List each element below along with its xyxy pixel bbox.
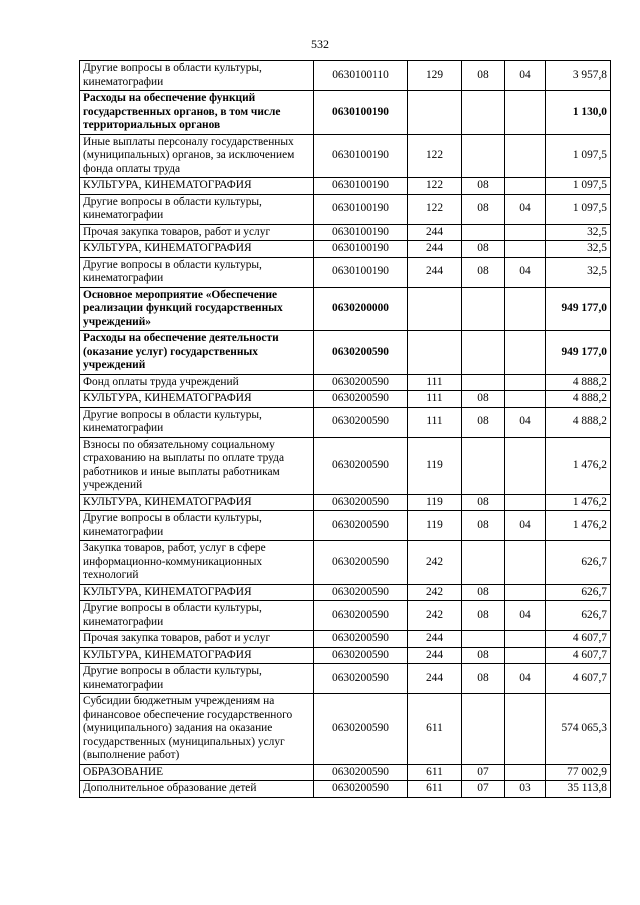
row-amount: 3 957,8 <box>546 61 611 91</box>
row-code: 0630200590 <box>314 407 408 437</box>
row-expense-type: 119 <box>408 511 462 541</box>
row-subsection: 04 <box>505 257 546 287</box>
row-subsection <box>505 134 546 178</box>
row-code: 0630100190 <box>314 257 408 287</box>
row-expense-type: 111 <box>408 407 462 437</box>
row-name: Другие вопросы в области культуры, кинематографии <box>80 601 314 631</box>
row-amount: 574 065,3 <box>546 694 611 765</box>
row-expense-type: 119 <box>408 437 462 494</box>
table-row <box>80 257 611 287</box>
table-row <box>80 584 611 601</box>
table-row <box>80 407 611 437</box>
row-amount: 949 177,0 <box>546 331 611 375</box>
row-name: Закупка товаров, работ, услуг в сфере информационно-коммуникационных технологий <box>80 541 314 585</box>
row-section: 08 <box>462 584 505 601</box>
table-row <box>80 601 611 631</box>
row-section <box>462 134 505 178</box>
row-section <box>462 631 505 648</box>
table-row <box>80 764 611 781</box>
row-amount: 4 888,2 <box>546 374 611 391</box>
row-expense-type <box>408 331 462 375</box>
row-subsection <box>505 224 546 241</box>
row-amount: 626,7 <box>546 584 611 601</box>
table-row <box>80 494 611 511</box>
table-row <box>80 437 611 494</box>
row-name: Дополнительное образование детей <box>80 781 314 798</box>
row-amount: 626,7 <box>546 601 611 631</box>
row-expense-type: 242 <box>408 541 462 585</box>
row-expense-type <box>408 91 462 135</box>
row-name: КУЛЬТУРА, КИНЕМАТОГРАФИЯ <box>80 647 314 664</box>
page-number: 532 <box>311 37 329 51</box>
row-expense-type: 611 <box>408 694 462 765</box>
row-name: КУЛЬТУРА, КИНЕМАТОГРАФИЯ <box>80 584 314 601</box>
row-subsection: 04 <box>505 601 546 631</box>
row-expense-type: 242 <box>408 584 462 601</box>
table-row <box>80 374 611 391</box>
row-section <box>462 541 505 585</box>
row-amount: 4 607,7 <box>546 631 611 648</box>
row-code: 0630200590 <box>314 494 408 511</box>
row-section: 08 <box>462 511 505 541</box>
row-code: 0630200590 <box>314 664 408 694</box>
row-subsection: 04 <box>505 194 546 224</box>
row-section: 08 <box>462 407 505 437</box>
row-subsection <box>505 331 546 375</box>
table-row <box>80 61 611 91</box>
row-name: Другие вопросы в области культуры, кинематографии <box>80 511 314 541</box>
row-name: Другие вопросы в области культуры, кинематографии <box>80 194 314 224</box>
table-row <box>80 647 611 664</box>
row-subsection: 04 <box>505 61 546 91</box>
row-subsection: 04 <box>505 407 546 437</box>
row-subsection: 03 <box>505 781 546 798</box>
row-code: 0630100190 <box>314 194 408 224</box>
row-code: 0630200590 <box>314 631 408 648</box>
row-subsection <box>505 374 546 391</box>
row-expense-type: 119 <box>408 494 462 511</box>
row-section <box>462 224 505 241</box>
row-subsection <box>505 437 546 494</box>
row-code: 0630100190 <box>314 241 408 258</box>
row-section: 08 <box>462 194 505 224</box>
row-subsection <box>505 541 546 585</box>
row-name: Другие вопросы в области культуры, кинематографии <box>80 257 314 287</box>
row-code: 0630200590 <box>314 331 408 375</box>
row-name: Взносы по обязательному социальному страхованию на выплаты по оплате труда работников и иные выплаты работникам учреждений <box>80 437 314 494</box>
row-code: 0630200590 <box>314 584 408 601</box>
row-code: 0630200590 <box>314 511 408 541</box>
table-row <box>80 224 611 241</box>
table-row <box>80 91 611 135</box>
row-subsection <box>505 287 546 331</box>
row-amount: 1 097,5 <box>546 194 611 224</box>
row-expense-type: 242 <box>408 601 462 631</box>
row-code: 0630200590 <box>314 541 408 585</box>
row-amount: 4 888,2 <box>546 391 611 408</box>
row-name: Субсидии бюджетным учреждениям на финансовое обеспечение государственного (муниципального) задания на оказание государственных (муниципальных) услуг (выполнение работ) <box>80 694 314 765</box>
row-expense-type: 111 <box>408 374 462 391</box>
row-expense-type: 611 <box>408 781 462 798</box>
row-code: 0630100190 <box>314 178 408 195</box>
row-amount: 35 113,8 <box>546 781 611 798</box>
row-code: 0630100190 <box>314 134 408 178</box>
row-amount: 32,5 <box>546 224 611 241</box>
row-expense-type: 611 <box>408 764 462 781</box>
row-amount: 626,7 <box>546 541 611 585</box>
row-amount: 32,5 <box>546 241 611 258</box>
row-section <box>462 91 505 135</box>
row-expense-type: 122 <box>408 134 462 178</box>
row-name: ОБРАЗОВАНИЕ <box>80 764 314 781</box>
row-section <box>462 374 505 391</box>
table-row <box>80 331 611 375</box>
row-amount: 1 097,5 <box>546 178 611 195</box>
row-amount: 32,5 <box>546 257 611 287</box>
row-section: 08 <box>462 647 505 664</box>
row-subsection <box>505 764 546 781</box>
row-name: Иные выплаты персоналу государственных (муниципальных) органов, за исключением фонда оплаты труда <box>80 134 314 178</box>
row-expense-type: 122 <box>408 194 462 224</box>
row-name: Расходы на обеспечение деятельности (оказание услуг) государственных учреждений <box>80 331 314 375</box>
row-expense-type: 244 <box>408 664 462 694</box>
table-row <box>80 287 611 331</box>
row-section: 08 <box>462 257 505 287</box>
row-name: КУЛЬТУРА, КИНЕМАТОГРАФИЯ <box>80 391 314 408</box>
row-subsection <box>505 694 546 765</box>
row-expense-type: 244 <box>408 257 462 287</box>
row-section: 08 <box>462 178 505 195</box>
row-name: Фонд оплаты труда учреждений <box>80 374 314 391</box>
table-row <box>80 241 611 258</box>
row-name: Прочая закупка товаров, работ и услуг <box>80 224 314 241</box>
row-section: 08 <box>462 494 505 511</box>
row-code: 0630200590 <box>314 764 408 781</box>
row-name: КУЛЬТУРА, КИНЕМАТОГРАФИЯ <box>80 494 314 511</box>
row-expense-type: 244 <box>408 647 462 664</box>
table-row <box>80 664 611 694</box>
table-row <box>80 631 611 648</box>
row-subsection <box>505 241 546 258</box>
table-row <box>80 391 611 408</box>
row-code: 0630200590 <box>314 391 408 408</box>
row-name: КУЛЬТУРА, КИНЕМАТОГРАФИЯ <box>80 241 314 258</box>
table-row <box>80 541 611 585</box>
row-subsection <box>505 631 546 648</box>
row-section: 08 <box>462 61 505 91</box>
row-name: Другие вопросы в области культуры, кинематографии <box>80 61 314 91</box>
table-row <box>80 178 611 195</box>
table-row <box>80 511 611 541</box>
row-code: 0630200590 <box>314 437 408 494</box>
row-subsection <box>505 391 546 408</box>
row-name: Основное мероприятие «Обеспечение реализации функций государственных учреждений» <box>80 287 314 331</box>
row-expense-type: 244 <box>408 631 462 648</box>
row-amount: 1 476,2 <box>546 511 611 541</box>
row-code: 0630200590 <box>314 374 408 391</box>
row-subsection: 04 <box>505 511 546 541</box>
row-subsection <box>505 647 546 664</box>
row-section <box>462 287 505 331</box>
row-amount: 77 002,9 <box>546 764 611 781</box>
row-code: 0630100190 <box>314 91 408 135</box>
row-amount: 4 888,2 <box>546 407 611 437</box>
row-code: 0630200000 <box>314 287 408 331</box>
table-row <box>80 194 611 224</box>
row-section: 08 <box>462 241 505 258</box>
row-code: 0630100190 <box>314 224 408 241</box>
row-name: Прочая закупка товаров, работ и услуг <box>80 631 314 648</box>
row-subsection <box>505 91 546 135</box>
row-code: 0630200590 <box>314 647 408 664</box>
row-code: 0630200590 <box>314 694 408 765</box>
row-amount: 1 476,2 <box>546 437 611 494</box>
row-code: 0630100110 <box>314 61 408 91</box>
row-expense-type: 244 <box>408 224 462 241</box>
row-expense-type: 129 <box>408 61 462 91</box>
row-code: 0630200590 <box>314 601 408 631</box>
row-name: Другие вопросы в области культуры, кинематографии <box>80 407 314 437</box>
row-amount: 1 130,0 <box>546 91 611 135</box>
table-row <box>80 694 611 765</box>
row-section: 08 <box>462 391 505 408</box>
row-expense-type: 111 <box>408 391 462 408</box>
row-subsection: 04 <box>505 664 546 694</box>
row-section: 07 <box>462 764 505 781</box>
row-amount: 1 097,5 <box>546 134 611 178</box>
row-section: 08 <box>462 601 505 631</box>
row-amount: 949 177,0 <box>546 287 611 331</box>
row-subsection <box>505 178 546 195</box>
table-row <box>80 781 611 798</box>
row-name: КУЛЬТУРА, КИНЕМАТОГРАФИЯ <box>80 178 314 195</box>
row-section: 08 <box>462 664 505 694</box>
row-subsection <box>505 584 546 601</box>
row-amount: 4 607,7 <box>546 647 611 664</box>
row-expense-type <box>408 287 462 331</box>
row-name: Другие вопросы в области культуры, кинематографии <box>80 664 314 694</box>
table-row <box>80 134 611 178</box>
row-section: 07 <box>462 781 505 798</box>
row-section <box>462 694 505 765</box>
row-amount: 4 607,7 <box>546 664 611 694</box>
row-expense-type: 122 <box>408 178 462 195</box>
row-code: 0630200590 <box>314 781 408 798</box>
budget-table <box>79 60 611 798</box>
row-name: Расходы на обеспечение функций государственных органов, в том числе территориальных органов <box>80 91 314 135</box>
row-section <box>462 331 505 375</box>
row-subsection <box>505 494 546 511</box>
row-expense-type: 244 <box>408 241 462 258</box>
row-amount: 1 476,2 <box>546 494 611 511</box>
row-section <box>462 437 505 494</box>
